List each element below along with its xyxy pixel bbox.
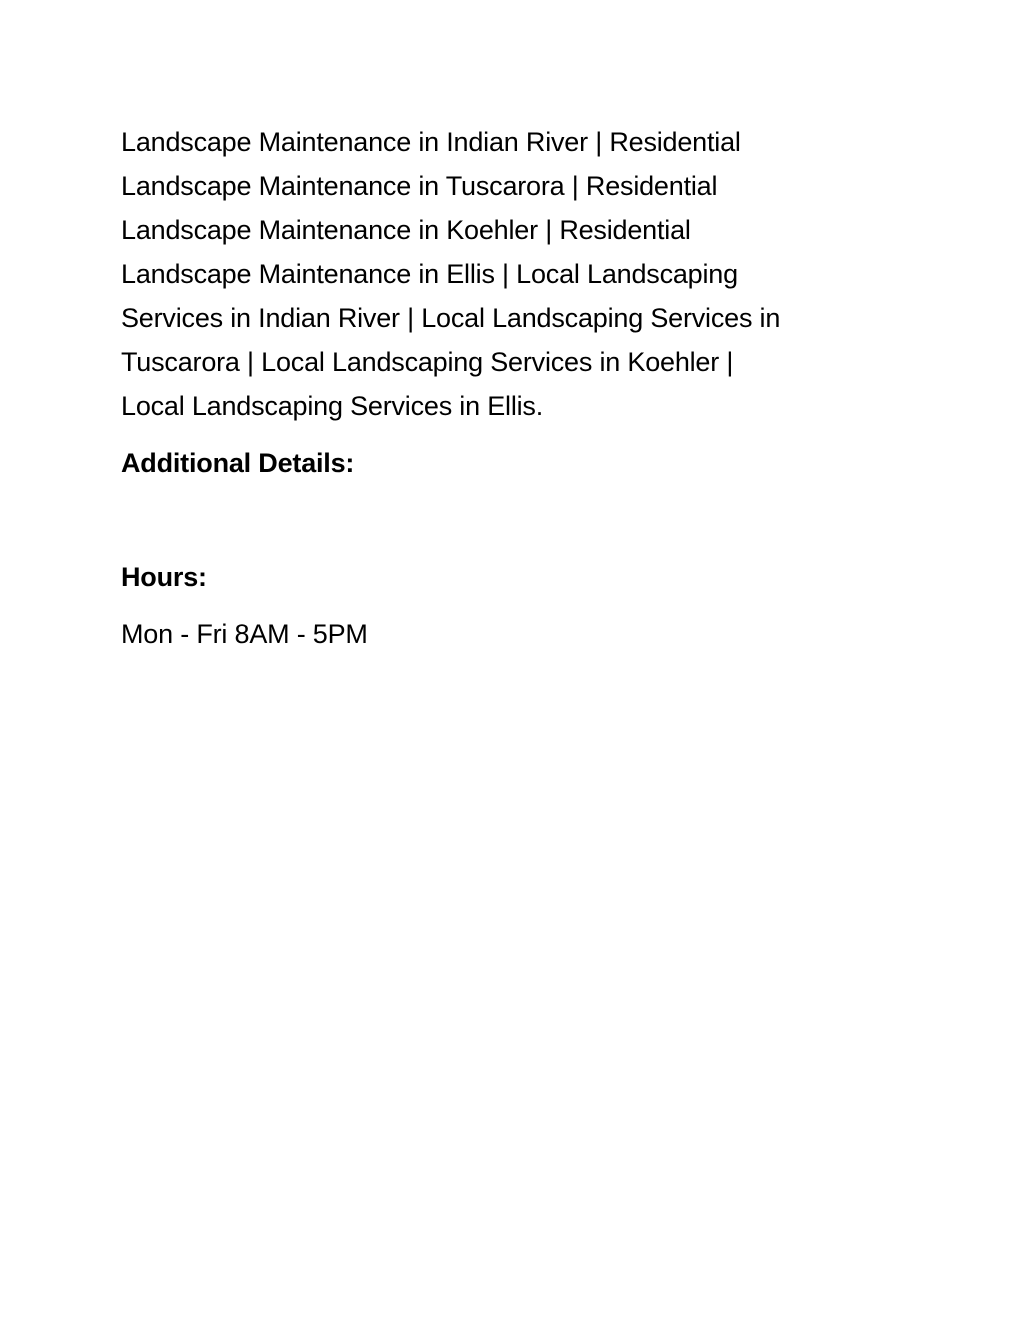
services-line: Landscape Maintenance in Tuscarora | Residential <box>121 171 718 201</box>
services-line: Tuscarora | Local Landscaping Services in Koehler | <box>121 347 734 377</box>
services-line: Landscape Maintenance in Koehler | Residential <box>121 215 691 245</box>
document-page <box>121 120 881 656</box>
services-paragraph <box>121 120 881 428</box>
services-line: Landscape Maintenance in Ellis | Local Landscaping <box>121 259 738 289</box>
additional-details-heading: Additional Details: <box>121 448 355 478</box>
hours-value: Mon - Fri 8AM - 5PM <box>121 619 368 649</box>
services-line: Local Landscaping Services in Ellis. <box>121 391 544 421</box>
services-line: Services in Indian River | Local Landscaping Services in <box>121 303 781 333</box>
services-line: Landscape Maintenance in Indian River | Residential <box>121 127 741 157</box>
hours-heading: Hours: <box>121 562 207 592</box>
